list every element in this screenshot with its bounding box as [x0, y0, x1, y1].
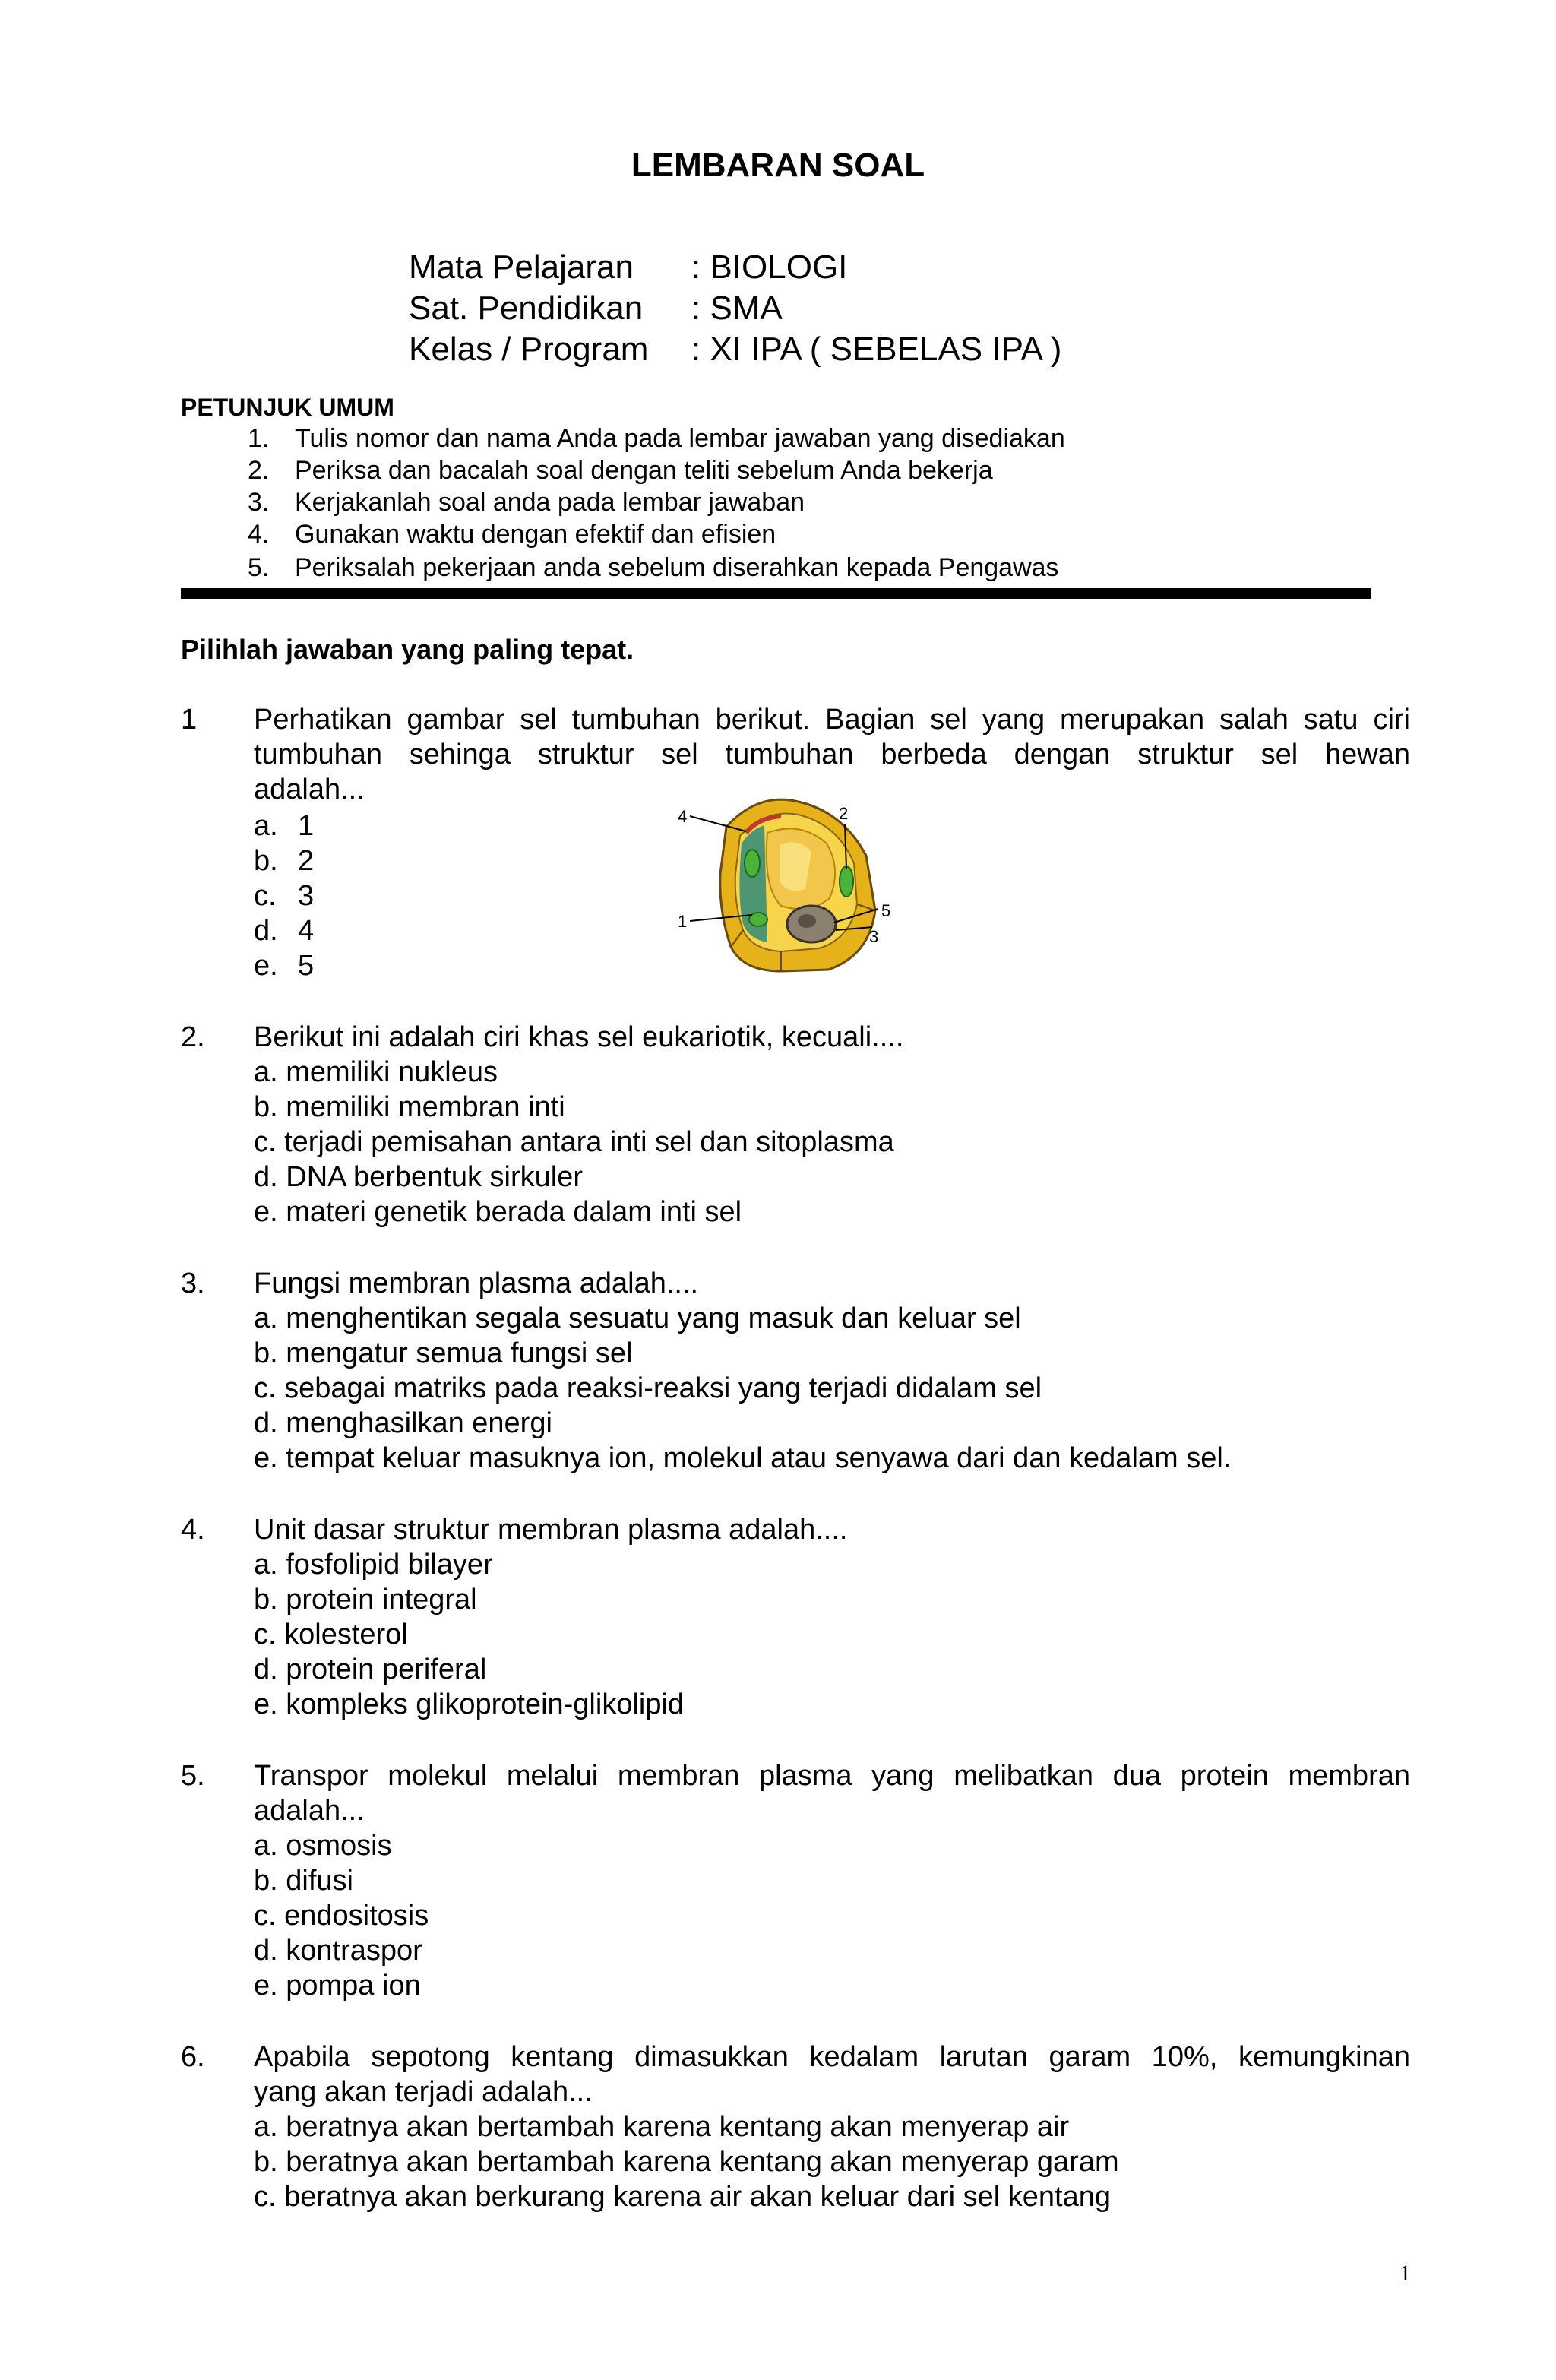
option-letter: d. — [254, 915, 278, 947]
question-line: tumbuhan sehinga struktur sel tumbuhan berbeda dengan struktur sel hewan — [254, 739, 1410, 771]
figure-label: 3 — [869, 927, 879, 946]
figure-label: 5 — [881, 901, 891, 920]
instruction-text: Kerjakanlah soal anda pada lembar jawaban — [295, 488, 805, 517]
answer-option: d. DNA berbentuk sirkuler — [254, 1161, 583, 1193]
instruction-text: Tulis nomor dan nama Anda pada lembar jawaban yang disediakan — [295, 424, 1065, 453]
figure-label: 1 — [678, 912, 688, 931]
question-text — [254, 1512, 1410, 1547]
instruction-number: 3. — [248, 488, 270, 517]
option-letter: c. — [254, 880, 277, 912]
questions-prompt: Pilihlah jawaban yang paling tepat. — [181, 634, 634, 665]
question-number: 3. — [181, 1268, 205, 1299]
question-line: adalah... — [254, 774, 365, 805]
answer-option: c. beratnya akan berkurang karena air akan keluar dari sel kentang — [254, 2181, 1112, 2213]
answer-option: d. protein periferal — [254, 1654, 487, 1685]
question-text — [254, 1758, 1410, 1828]
question-line: Perhatikan gambar sel tumbuhan berikut. Bagian sel yang merupakan salah satu ciri — [254, 704, 1410, 736]
option-text: 2 — [298, 845, 315, 877]
nucleolus — [798, 914, 816, 928]
question-line: Transpor molekul melalui membran plasma yang melibatkan dua protein membran — [254, 1760, 1410, 1792]
question-number: 6. — [181, 2041, 205, 2073]
option-text: 4 — [298, 915, 315, 947]
option-text: 5 — [298, 950, 315, 982]
answer-option: e. kompleks glikoprotein-glikolipid — [254, 1688, 685, 1720]
info-label: Kelas / Program — [409, 331, 649, 368]
info-label: Sat. Pendidikan — [409, 290, 644, 327]
answer-option: a. memiliki nukleus — [254, 1056, 498, 1088]
instruction-number: 5. — [248, 553, 270, 582]
instruction-text: Periksa dan bacalah soal dengan teliti sebelum Anda bekerja — [295, 456, 993, 485]
info-value: : BIOLOGI — [691, 248, 848, 286]
instruction-number: 2. — [248, 456, 270, 485]
answer-option — [254, 809, 314, 843]
question-number: 5. — [181, 1760, 205, 1792]
instruction-text: Periksalah pekerjaan anda sebelum diserahkan kepada Pengawas — [295, 553, 1059, 582]
info-row-subject — [409, 246, 847, 289]
instruction-item — [248, 486, 805, 518]
answer-option: a. menghentikan segala sesuatu yang masuk dan keluar sel — [254, 1302, 1021, 1334]
page-number: 1 — [1399, 2261, 1411, 2286]
figure-label: 4 — [678, 807, 688, 826]
question-line: Fungsi membran plasma adalah.... — [254, 1268, 699, 1299]
instruction-item — [248, 518, 776, 550]
question-text — [254, 1020, 1410, 1055]
question-text — [254, 2040, 1410, 2109]
info-value: : XI IPA ( SEBELAS IPA ) — [691, 331, 1062, 368]
answer-option: a. beratnya akan bertambah karena kentang akan menyerap air — [254, 2111, 1070, 2143]
question-line: Unit dasar struktur membran plasma adalah.... — [254, 1514, 848, 1546]
answer-option: b. beratnya akan bertambah karena kentang akan menyerap garam — [254, 2146, 1119, 2178]
chloroplast — [745, 850, 760, 877]
instruction-item — [248, 552, 1059, 584]
info-row-class-program — [409, 328, 1061, 371]
figure-label: 2 — [839, 804, 849, 823]
page-title: LEMBARAN SOAL — [631, 147, 925, 184]
option-text: 1 — [298, 810, 315, 842]
answer-option: a. osmosis — [254, 1830, 392, 1862]
question-number: 2. — [181, 1021, 205, 1053]
question-text — [254, 1266, 1410, 1301]
answer-option: b. protein integral — [254, 1584, 477, 1616]
option-text: 3 — [298, 880, 315, 912]
answer-option — [254, 843, 314, 878]
answer-option: c. terjadi pemisahan antara inti sel dan sitoplasma — [254, 1126, 894, 1158]
question-line: adalah... — [254, 1795, 365, 1827]
instruction-item — [248, 423, 1065, 454]
answer-option: e. tempat keluar masuknya ion, molekul atau senyawa dari dan kedalam sel. — [254, 1442, 1232, 1474]
answer-option: e. materi genetik berada dalam inti sel — [254, 1196, 742, 1228]
answer-option — [254, 948, 314, 983]
question-number: 1 — [181, 704, 198, 736]
option-letter: b. — [254, 845, 278, 877]
question-line: yang akan terjadi adalah... — [254, 2076, 593, 2108]
answer-option: d. kontraspor — [254, 1935, 422, 1967]
chloroplast — [840, 866, 853, 897]
question-number: 4. — [181, 1514, 205, 1546]
answer-option: c. kolesterol — [254, 1619, 408, 1650]
answer-option — [254, 878, 314, 913]
option-letter: e. — [254, 950, 278, 982]
instruction-number: 4. — [248, 520, 270, 549]
instructions-heading: PETUNJUK UMUM — [181, 394, 394, 421]
section-divider — [181, 588, 1371, 599]
option-letter: a. — [254, 810, 278, 842]
info-row-school-level — [409, 287, 783, 330]
answer-option: d. menghasilkan energi — [254, 1407, 552, 1439]
question-line: Berikut ini adalah ciri khas sel eukariotik, kecuali.... — [254, 1021, 904, 1053]
question-line: Apabila sepotong kentang dimasukkan kedalam larutan garam 10%, kemungkinan — [254, 2041, 1410, 2073]
answer-option: b. memiliki membran inti — [254, 1091, 565, 1123]
answer-option: b. mengatur semua fungsi sel — [254, 1337, 633, 1369]
answer-option: c. sebagai matriks pada reaksi-reaksi yang terjadi didalam sel — [254, 1372, 1042, 1404]
instruction-text: Gunakan waktu dengan efektif dan efisien — [295, 520, 776, 549]
answer-option: b. difusi — [254, 1865, 353, 1897]
plant-cell-diagram — [667, 790, 910, 988]
answer-option — [254, 913, 314, 948]
info-value: : SMA — [691, 290, 783, 327]
answer-option: a. fosfolipid bilayer — [254, 1549, 493, 1581]
answer-option: c. endositosis — [254, 1900, 429, 1932]
answer-option: e. pompa ion — [254, 1970, 421, 2002]
instruction-item — [248, 454, 993, 486]
instruction-number: 1. — [248, 424, 270, 453]
info-label: Mata Pelajaran — [409, 248, 634, 286]
